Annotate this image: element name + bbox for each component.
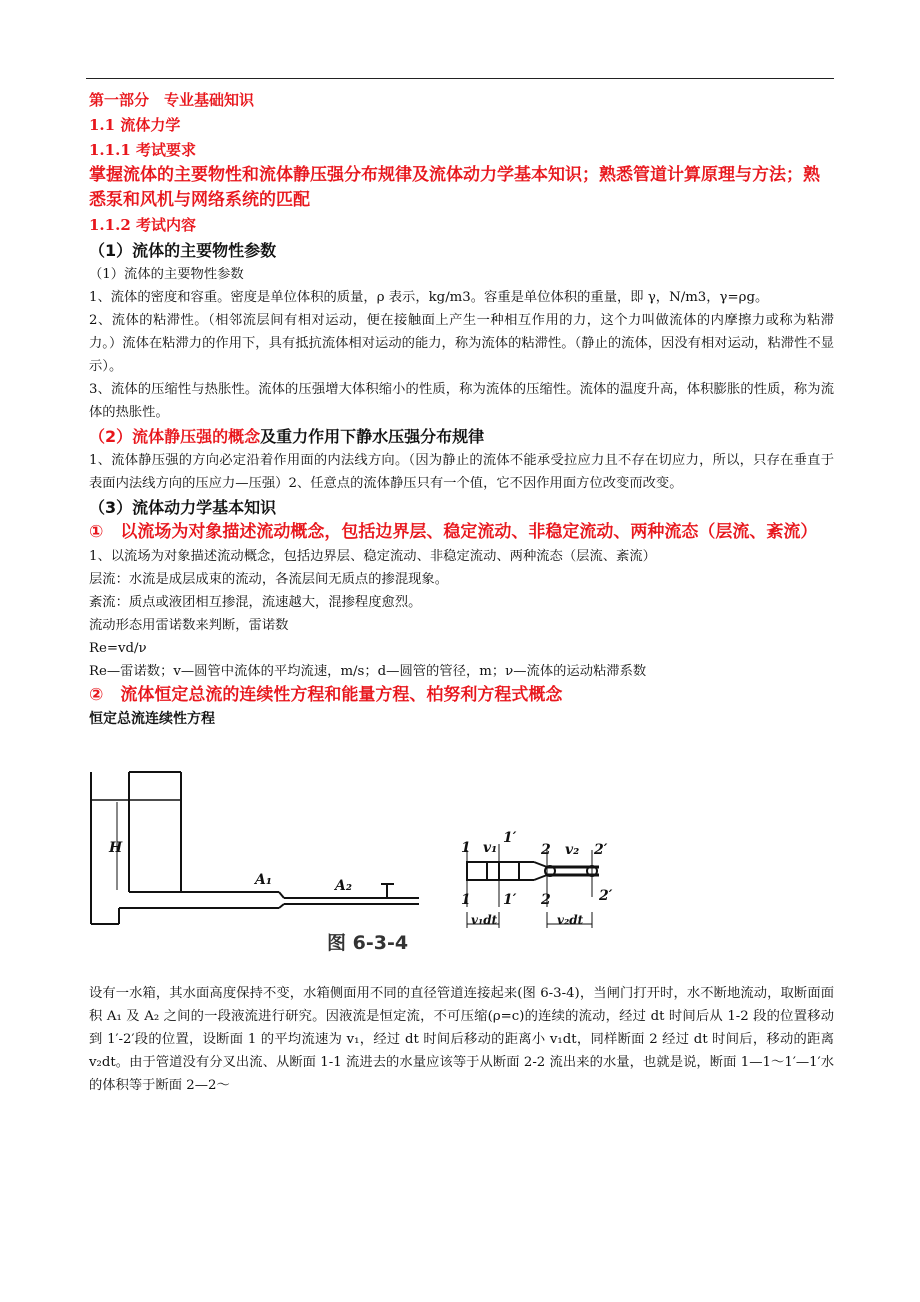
- figure-drawing: [89, 732, 834, 982]
- label-2-bottom: 2: [541, 892, 551, 908]
- subsection-title-2: 1.1.2 考试内容: [89, 216, 196, 234]
- subsection-title: 1.1.1 考试要求: [89, 141, 196, 159]
- label-A1: A₁: [255, 872, 272, 888]
- formula: Re=vd/ν: [89, 641, 147, 656]
- label-v2dt: v₂dt: [557, 913, 584, 927]
- para: 紊流：质点或液团相互掺混，流速越大，混掺程度愈烈。: [89, 595, 422, 610]
- para: 层流：水流是成层成束的流动，各流层间无质点的掺混现象。: [89, 572, 449, 587]
- figure-6-3-4: [89, 732, 834, 982]
- heading-3-1: ① 以流场为对象描述流动概念，包括边界层、稳定流动、非稳定流动、两种流态（层流、紊流）: [89, 522, 818, 542]
- label-H: H: [109, 840, 123, 856]
- heading-2-black: 及重力作用下静水压强分布规律: [260, 427, 485, 446]
- para: 2、流体的粘滞性。（相邻流层间有相对运动，便在接触面上产生一种相互作用的力，这个力叫做流体的内摩擦力或称为粘滞力。）流体在粘滞力的作用下，具有抵抗流体相对运动的能力，称为流体的粘滞性。（静止的流体，因没有相对运动，粘滞性不显示）。: [89, 313, 834, 374]
- para: 流动形态用雷诺数来判断，雷诺数: [89, 618, 289, 633]
- section-title: 1.1 流体力学: [89, 116, 181, 134]
- para: 3、流体的压缩性与热胀性。流体的压强增大体积缩小的性质，称为流体的压缩性。流体的温度升高，体积膨胀的性质，称为流体的热胀性。: [89, 382, 834, 420]
- label-continuity: 恒定总流连续性方程: [89, 711, 215, 727]
- label-1p-top: 1′: [503, 830, 517, 846]
- heading-1: （1）流体的主要物性参数: [89, 241, 277, 260]
- label-v1dt: v₁dt: [471, 913, 498, 927]
- para: 1、流体的密度和容重。密度是单位体积的质量，ρ 表示，kg/m3。容重是单位体积的重量，即 γ，N/m3，γ=ρg。: [89, 290, 769, 305]
- label-v2: v₂: [565, 842, 580, 858]
- requirement-text: 掌握流体的主要物性和流体静压强分布规律及流体动力学基本知识；熟悉管道计算原理与方法；熟悉泵和风机与网络系统的匹配: [89, 165, 820, 210]
- document-body: [89, 88, 834, 1097]
- heading-2: [89, 424, 834, 449]
- para-final: 设有一水箱，其水面高度保持不变，水箱侧面用不同的直径管道连接起来(图 6-3-4)，当闸门打开时，水不断地流动，取断面面积 A₁ 及 A₂ 之间的一段液流进行研究。因液流是恒定流，不可压缩(ρ=c)的连续的流动，经过 dt 时间后从 1-2 段的位置移动到 1′-2′段的位置，设断面 1 的平均流速为 v₁，经过 dt 时间后移动的距离小 v₁dt，同样断面 2 经过 dt 时间后，移动的距离 v₂dt。由于管道没有分叉出流、从断面 1-1 流进去的水量应该等于从断面 2-2 流出来的水量，也就是说，断面 1—1～1′—1′水的体积等于断面 2—2～: [89, 986, 834, 1093]
- part-title: 第一部分 专业基础知识: [89, 91, 255, 109]
- label-2p-top: 2′: [594, 842, 608, 858]
- label-1-top: 1: [461, 840, 471, 856]
- figure-caption: 图 6-3-4: [327, 932, 409, 954]
- heading-3-2: ② 流体恒定总流的连续性方程和能量方程、柏努利方程式概念: [89, 685, 563, 705]
- label-2-top: 2: [541, 842, 551, 858]
- label-v1: v₁: [483, 840, 498, 856]
- label-2p-bottom: 2′: [599, 888, 613, 904]
- label-A2: A₂: [335, 878, 352, 894]
- header-rule: [86, 78, 834, 79]
- heading-3: （3）流体动力学基本知识: [89, 498, 277, 517]
- label-1-bottom: 1: [461, 892, 471, 908]
- para: Re—雷诺数；v—圆管中流体的平均流速，m/s；d—圆管的管径，m；ν—流体的运动粘滞系数: [89, 664, 647, 679]
- para: 1、以流场为对象描述流动概念，包括边界层、稳定流动、非稳定流动、两种流态（层流、紊流）: [89, 549, 656, 564]
- label-1p-bottom: 1′: [503, 892, 517, 908]
- heading-2-red: （2）流体静压强的概念: [89, 427, 261, 446]
- para: 1、流体静压强的方向必定沿着作用面的内法线方向。（因为静止的流体不能承受拉应力且不存在切应力，所以，只存在垂直于表面内法线方向的压应力—压强）2、任意点的流体静压只有一个值，它不因作用面方位改变而改变。: [89, 453, 834, 491]
- para: （1）流体的主要物性参数: [89, 267, 244, 282]
